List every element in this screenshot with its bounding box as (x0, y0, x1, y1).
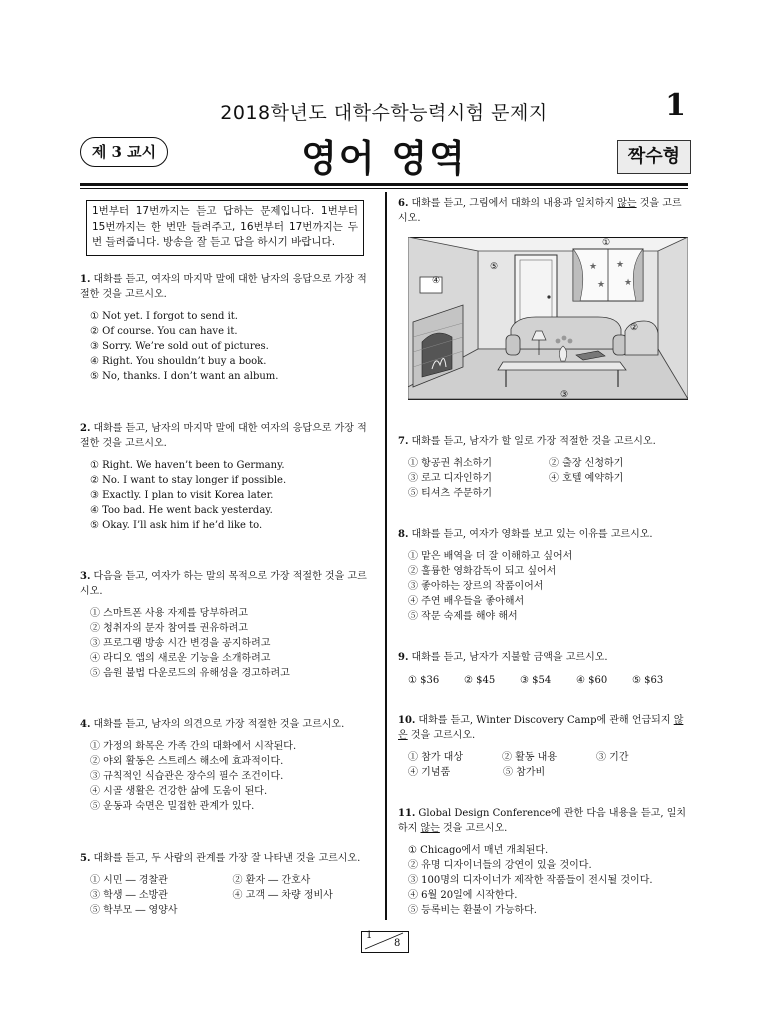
question-number: 8. (398, 529, 409, 540)
question-number: 5. (80, 853, 91, 864)
question-stem: 대화를 듣고, 여자가 영화를 보고 있는 이유를 고르시오. (411, 529, 653, 540)
option-2: ② Of course. You can have it. (90, 326, 238, 337)
option-4: ④ 6월 20일에 시작한다. (408, 890, 518, 901)
illustration-label-5: ⑤ (489, 262, 499, 272)
svg-text:★: ★ (596, 280, 606, 290)
option-3: ③ 좋아하는 장르의 작품이어서 (408, 581, 544, 592)
question-number: 9. (398, 652, 409, 663)
option-2: ② 야외 활동은 스트레스 해소에 효과적이다. (90, 756, 284, 767)
option-5: ⑤ 참가비 (503, 767, 546, 778)
question-2 (80, 421, 375, 533)
question-number: 2. (80, 423, 91, 434)
option-5: ⑤ 작문 숙제를 해야 해서 (408, 611, 518, 622)
exam-title: 2018학년도 대학수학능력시험 문제지 (220, 102, 548, 124)
option-5: ⑤ 티셔츠 주문하기 (408, 488, 492, 499)
question-stem: 대화를 듣고, Winter Discovery Camp에 관해 언급되지 (418, 715, 674, 726)
option-3: ③ 학생 ― 소방관 (90, 890, 168, 901)
column-divider (385, 192, 387, 920)
option-5: ⑤ 음원 불법 다운로드의 유해성을 경고하려고 (90, 668, 290, 679)
option-3: ③ 규칙적인 식습관은 장수의 필수 조건이다. (90, 771, 284, 782)
question-11 (398, 806, 690, 918)
question-9 (398, 650, 690, 688)
option-3: ③ 100명의 디자이너가 제작한 작품들이 전시될 것이다. (408, 875, 653, 886)
question-stem: 대화를 듣고, 두 사람의 관계를 가장 잘 나타낸 것을 고르시오. (93, 853, 361, 864)
question-number: 11. (398, 808, 416, 819)
underlined-word: 않은 (398, 715, 684, 741)
question-stem: 대화를 듣고, 남자가 할 일로 가장 적절한 것을 고르시오. (411, 436, 656, 447)
option-4: ④ $60 (576, 675, 608, 686)
option-4: ④ Too bad. He went back yesterday. (90, 505, 273, 516)
option-4: ④ Right. You shouldn’t buy a book. (90, 356, 267, 367)
instruction-box: 1번부터 17번까지는 듣고 답하는 문제입니다. 1번부터 15번까지는 한 번만 들려주고, 16번부터 17번까지는 두 번 들려줍니다. 방송을 잘 듣고 답을 하시기 바랍니다. (86, 200, 364, 256)
question-10 (398, 713, 690, 780)
question-stem: 대화를 듣고, 그림에서 대화의 내용과 일치하지 (411, 198, 618, 209)
option-5: ⑤ 학부모 ― 영양사 (90, 905, 178, 916)
question-8 (398, 527, 690, 624)
question-number: 1. (80, 274, 91, 285)
option-3: ③ $54 (520, 675, 552, 686)
question-number: 4. (80, 719, 91, 730)
period-badge: 제 3 교시 (80, 137, 168, 167)
option-2: ② No. I want to stay longer if possible. (90, 475, 287, 486)
question-5 (80, 851, 375, 918)
form-type-badge: 짝수형 (617, 140, 691, 174)
illustration-label-3: ③ (559, 390, 569, 400)
option-2: ② 활동 내용 (502, 752, 557, 763)
option-4: ④ 라디오 앱의 새로운 기능을 소개하려고 (90, 653, 271, 664)
question-number: 3. (80, 571, 91, 582)
option-5: ⑤ $63 (632, 675, 664, 686)
option-3: ③ 로고 디자인하기 (408, 473, 492, 484)
total-pages: 8 (394, 938, 401, 949)
option-3: ③ 기간 (596, 752, 629, 763)
question-number: 7. (398, 436, 409, 447)
option-2: ② 환자 ― 간호사 (232, 875, 311, 886)
question-stem: Global Design Conference에 관한 다음 내용을 듣고, 일치하지 (398, 808, 687, 834)
option-1: ① $36 (408, 675, 440, 686)
option-1: ① 참가 대상 (408, 752, 463, 763)
option-5: ⑤ Okay. I’ll ask him if he’d like to. (90, 520, 263, 531)
option-2: ② 유명 디자이너들의 강연이 있을 것이다. (408, 860, 592, 871)
option-2: ② 훌륭한 영화감독이 되고 싶어서 (408, 566, 557, 577)
option-2: ② 출장 신청하기 (549, 458, 624, 469)
question-number: 6. (398, 198, 409, 209)
question-1 (80, 272, 375, 384)
svg-text:★: ★ (615, 260, 625, 270)
subject-title: 영어 영역 (301, 137, 467, 180)
svg-text:★: ★ (588, 262, 598, 272)
illustration-label-2: ② (629, 323, 639, 333)
option-4: ④ 주연 배우들을 좋아해서 (408, 596, 525, 607)
option-5: ⑤ 운동과 숙면은 밀접한 관계가 있다. (90, 801, 255, 812)
option-1: ① 스마트폰 사용 자제를 당부하려고 (90, 608, 248, 619)
option-4: ④ 고객 ― 차량 정비사 (232, 890, 333, 901)
option-1: ① Not yet. I forgot to send it. (90, 311, 238, 322)
question-3 (80, 569, 375, 681)
question-4 (80, 717, 375, 814)
question-stem-end: 것을 고르시오. (439, 823, 508, 834)
svg-text:★: ★ (623, 278, 633, 288)
header-rule-thin (80, 188, 688, 189)
question-stem: 대화를 듣고, 남자의 마지막 말에 대한 여자의 응답으로 가장 적절한 것을 고르시오. (80, 423, 367, 449)
current-page: 1 (366, 930, 373, 941)
question-stem: 대화를 듣고, 남자가 지불할 금액을 고르시오. (411, 652, 608, 663)
illustration-label-1: ① (601, 238, 611, 248)
option-2: ② $45 (464, 675, 496, 686)
question-stem: 다음을 듣고, 여자가 하는 말의 목적으로 가장 적절한 것을 고르시오. (80, 571, 367, 597)
option-1: ① Right. We haven’t been to Germany. (90, 460, 285, 471)
option-1: ① 맡은 배역을 더 잘 이해하고 싶어서 (408, 551, 573, 562)
header-rule (80, 183, 688, 186)
option-5: ⑤ No, thanks. I don’t want an album. (90, 371, 279, 382)
option-4: ④ 시골 생활은 건강한 삶에 도움이 된다. (90, 786, 268, 797)
option-3: ③ 프로그램 방송 시간 변경을 공지하려고 (90, 638, 271, 649)
question-number: 10. (398, 715, 416, 726)
question-6 (398, 196, 690, 226)
illustration-label-4: ④ (431, 276, 441, 286)
option-1: ① 시민 ― 경찰관 (90, 875, 168, 886)
option-4: ④ 호텔 예약하기 (549, 473, 624, 484)
option-3: ③ Exactly. I plan to visit Korea later. (90, 490, 274, 501)
option-1: ① 가정의 화목은 가족 간의 대화에서 시작된다. (90, 741, 297, 752)
option-1: ① Chicago에서 매년 개최된다. (408, 845, 549, 856)
option-4: ④ 기념품 (408, 767, 451, 778)
question-stem: 대화를 듣고, 남자의 의견으로 가장 적절한 것을 고르시오. (93, 719, 345, 730)
page-number: 1 (665, 88, 686, 123)
option-3: ③ Sorry. We’re sold out of pictures. (90, 341, 269, 352)
option-5: ⑤ 등록비는 환불이 가능하다. (408, 905, 537, 916)
room-illustration (408, 237, 688, 400)
question-stem: 대화를 듣고, 여자의 마지막 말에 대한 남자의 응답으로 가장 적절한 것을 고르시오. (80, 274, 367, 300)
underlined-word: 않는 (420, 823, 440, 834)
option-2: ② 청취자의 문자 참여를 권유하려고 (90, 623, 248, 634)
underlined-word: 않는 (617, 198, 637, 209)
option-1: ① 항공권 취소하기 (408, 458, 492, 469)
question-stem-end: 것을 고르시오. (407, 730, 476, 741)
question-7 (398, 434, 690, 501)
question-stem-end: 것을 고르시오. (398, 198, 682, 224)
